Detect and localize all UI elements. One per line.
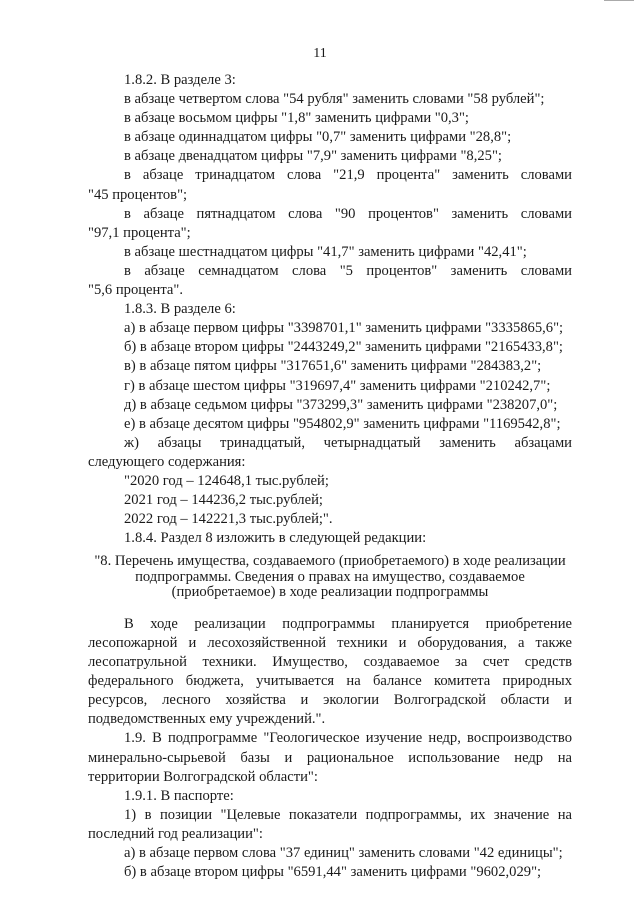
paragraph-9: "97,1 процента"; [88, 224, 191, 241]
paragraph-19: е) в абзаце десятом цифры "954802,9" заменить цифрами "1169542,8"; [124, 415, 561, 432]
paragraph-1: 1.8.2. В разделе 3: [124, 72, 236, 88]
paragraph-32: б) в абзаце втором цифры "6591,44" заменить цифрами "9602,029"; [124, 864, 542, 881]
paragraph-29: 1.9.1. В паспорте: [124, 787, 234, 804]
page-number: 11 [313, 46, 327, 61]
paragraph-25: 1.8.4. Раздел 8 изложить в следующей редакции: [124, 530, 427, 547]
section-heading: "8. Перечень имущества, создаваемого (приобретаемого) в ходе реализации подпрограммы. Сведения о правах на имущество, создаваемое (приобретаемое) в ходе реализации подпрограммы [94, 553, 566, 601]
paragraph-15: б) в абзаце втором цифры "2443249,2" заменить цифрами "2165433,8"; [124, 339, 563, 356]
paragraph-17: г) в абзаце шестом цифры "319697,4" заменить цифрами "210242,7"; [124, 377, 551, 394]
paragraph-4: в абзаце одиннадцатом цифры "0,7" заменить цифрами "28,8"; [124, 129, 512, 146]
paragraph-6: в абзаце тринадцатом слова "21,9 процента" заменить словами [124, 167, 572, 184]
paragraph-31: а) в абзаце первом слова "37 единиц" заменить словами "42 единицы"; [124, 844, 563, 861]
paragraph-27: В ходе реализации подпрограммы планируется приобретение лесопожарной и лесохозяйственной техники и оборудования, а также лесопатрульной техники. Имущество, создаваемое за счет средств федерального бюджета, учитывается на балансе комитета природных ресурсов, лесного хозяйства и экологии Волгоградской области и подведомственных ему учреждений.". [88, 615, 572, 728]
paragraph-2: в абзаце четвертом слова "54 рубля" заменить словами "58 рублей"; [124, 91, 545, 108]
paragraph-12: "5,6 процента". [88, 282, 183, 299]
paragraph-3: в абзаце восьмом цифры "1,8" заменить цифрами "0,3"; [124, 110, 469, 127]
paragraph-8: в абзаце пятнадцатом слова "90 процентов" заменить словами [124, 205, 572, 222]
paragraph-30: 1) в позиции "Целевые показатели подпрограммы, их значение на последний год реализации": [88, 806, 572, 842]
paragraph-21: следующего содержания: [88, 453, 246, 470]
corner-mark [604, 0, 634, 2]
paragraph-22: "2020 год – 124648,1 тыс.рублей; [124, 472, 329, 489]
document-body [88, 71, 572, 882]
paragraph-5: в абзаце двенадцатом цифры "7,9" заменить цифрами "8,25"; [124, 148, 502, 165]
paragraph-10: в абзаце шестнадцатом цифры "41,7" заменить цифрами "42,41"; [124, 243, 527, 260]
paragraph-20: ж) абзацы тринадцатый, четырнадцатый заменить абзацами [124, 434, 572, 451]
paragraph-11: в абзаце семнадцатом слова "5 процентов" заменить словами [124, 262, 572, 279]
paragraph-14: а) в абзаце первом цифры "3398701,1" заменить цифрами "3335865,6"; [124, 320, 564, 337]
paragraph-13: 1.8.3. В разделе 6: [124, 301, 236, 318]
paragraph-7: "45 процентов"; [88, 186, 188, 203]
paragraph-28: 1.9. В подпрограмме "Геологическое изучение недр, воспроизводство минерально-сырьевой базы и рациональное использование недр на территории Волгоградской области": [88, 730, 572, 785]
paragraph-18: д) в абзаце седьмом цифры "373299,3" заменить цифрами "238207,0"; [124, 396, 558, 413]
paragraph-24: 2022 год – 142221,3 тыс.рублей;". [124, 511, 333, 528]
paragraph-16: в) в абзаце пятом цифры "317651,6" заменить цифрами "284383,2"; [124, 358, 542, 375]
paragraph-23: 2021 год – 144236,2 тыс.рублей; [124, 492, 323, 509]
